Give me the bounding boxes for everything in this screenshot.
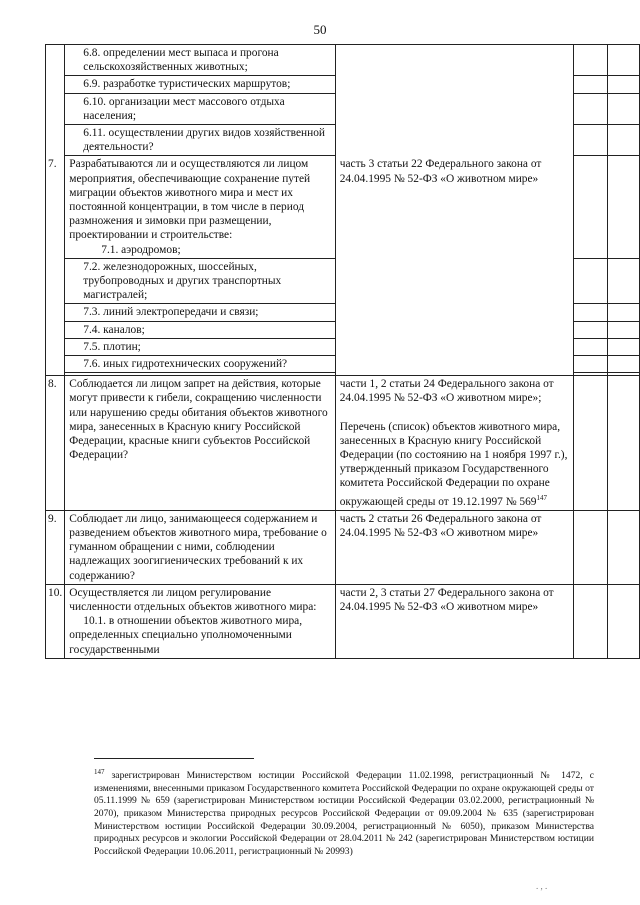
answer-cell[interactable] <box>607 304 639 321</box>
answer-cell[interactable] <box>574 376 608 510</box>
sub-item: 6.11. осуществлении других видов хозяйственной деятельности? <box>65 125 335 156</box>
corner-mark: . , . <box>536 881 548 891</box>
question-text: Осуществляется ли лицом регулирование численности отдельных объектов животного мира: 10.1. в отношении объектов животного мира, определенных специально уполномоченными государственными <box>65 584 335 658</box>
table-row <box>46 45 640 76</box>
answer-cell[interactable] <box>574 125 608 156</box>
sub-item: 10.1. в отношении объектов животного мира, определенных специально уполномоченными государственными <box>69 615 303 656</box>
sub-item: 7.3. линий электропередачи и связи; <box>65 304 335 321</box>
answer-cell[interactable] <box>574 321 608 338</box>
sub-item: 6.9. разработке туристических маршрутов; <box>65 76 335 93</box>
checklist-table <box>45 44 640 659</box>
answer-cell[interactable] <box>574 356 608 373</box>
row-number: 10. <box>46 584 65 658</box>
table-row <box>46 156 640 258</box>
sub-item: 7.5. плотин; <box>65 338 335 355</box>
table-row <box>46 376 640 510</box>
sub-item: 7.6. иных гидротехнических сооружений? <box>65 356 335 373</box>
answer-cell[interactable] <box>574 338 608 355</box>
footnote-text: зарегистрирован Министерством юстиции Российской Федерации 11.02.1998, регистрационный № 1472, с изменениями, внесенными приказом Государственного комитета Российской Федерации по охране окружающей среды от 05.11.1999 № 659 (зарегистрирован Министерством юстиции Российской Федерации 03.02.2000, регистрационный № 2070), приказом Министерства природных ресурсов Российской Федерации от 09.09.2004 № 635 (зарегистрирован Министерством юстиции Российской Федерации 30.09.2004, регистрационный № 6050), приказом Министерства природных ресурсов и экологии Российской Федерации от 28.04.2011 № 242 (зарегистрирован Министерством юстиции Российской Федерации 10.06.2011, регистрационный № 20993) <box>94 770 594 857</box>
legal-reference: часть 3 статьи 22 Федерального закона от 24.04.1995 № 52-ФЗ «О животном мире» <box>335 156 573 376</box>
legal-reference: часть 2 статьи 26 Федерального закона от 24.04.1995 № 52-ФЗ «О животном мире» <box>335 510 573 584</box>
row-number: 8. <box>46 376 65 510</box>
answer-cell[interactable] <box>574 76 608 93</box>
question-text: Разрабатываются ли и осуществляются ли лицом мероприятия, обеспечивающие сохранение путей миграции объектов животного мира и мест их постоянной концентрации, в том числе в период размножения и зимовки при размещении, проектировании и строительстве: 7.1. аэродромов; <box>65 156 335 258</box>
footnote-marker: 147 <box>94 768 105 776</box>
footnote-marker: 147 <box>536 493 547 502</box>
question-text: Соблюдается ли лицом запрет на действия, которые могут привести к гибели, сокращению численности или нарушению среды обитания объектов животного мира, занесенных в Красную книгу Российской Федерации, красные книги субъектов Российской Федерации? <box>65 376 335 510</box>
question-text: Соблюдает ли лицо, занимающееся содержанием и разведением объектов животного мира, требование о гуманном обращении с ними, соблюдении надлежащих зоогигиенических требований к их содержанию? <box>65 510 335 584</box>
footnote <box>94 766 594 858</box>
legal-reference <box>335 45 573 156</box>
answer-cell[interactable] <box>607 45 639 76</box>
answer-cell[interactable] <box>607 584 639 658</box>
row-number <box>46 45 65 156</box>
answer-cell[interactable] <box>574 93 608 124</box>
answer-cell[interactable] <box>574 45 608 76</box>
row-number: 9. <box>46 510 65 584</box>
sub-item: 7.4. каналов; <box>65 321 335 338</box>
answer-cell[interactable] <box>607 356 639 373</box>
answer-cell[interactable] <box>574 304 608 321</box>
legal-reference-text: Перечень (список) объектов животного мира, занесенных в Красную книгу Российской Федерации (по состоянию на 1 ноября 1997 г.), утвержденный приказом Государственного комитета Российской Федерации по охране окружающей среды от 19.12.1997 № $569^{147}$ <box>339 420 568 508</box>
answer-cell[interactable] <box>607 376 639 510</box>
sub-item: 6.8. определении мест выпаса и прогона сельскохозяйственных животных; <box>65 45 335 76</box>
answer-cell[interactable] <box>607 93 639 124</box>
row-number: 7. <box>46 156 65 376</box>
table-row <box>46 510 640 584</box>
answer-cell[interactable] <box>574 510 608 584</box>
answer-cell[interactable] <box>607 125 639 156</box>
answer-cell[interactable] <box>607 156 639 258</box>
sub-item: 7.1. аэродромов; <box>101 243 181 256</box>
legal-reference-text: части 1, 2 статьи 24 Федерального закона от 24.04.1995 № 52-ФЗ «О животном мире»; <box>339 378 554 405</box>
legal-reference: части 2, 3 статьи 27 Федерального закона от 24.04.1995 № 52-ФЗ «О животном мире» <box>335 584 573 658</box>
legal-reference <box>335 376 573 510</box>
sub-item: 7.2. железнодорожных, шоссейных, трубопроводных и других транспортных магистралей; <box>65 258 335 304</box>
answer-cell[interactable] <box>607 338 639 355</box>
answer-cell[interactable] <box>574 156 608 258</box>
sub-item: 6.10. организации мест массового отдыха населения; <box>65 93 335 124</box>
answer-cell[interactable] <box>574 258 608 304</box>
page-number: 50 <box>313 22 327 37</box>
answer-cell[interactable] <box>607 321 639 338</box>
footnote-separator <box>94 758 254 759</box>
table-row <box>46 584 640 658</box>
answer-cell[interactable] <box>607 76 639 93</box>
answer-cell[interactable] <box>607 258 639 304</box>
answer-cell[interactable] <box>574 584 608 658</box>
answer-cell[interactable] <box>607 510 639 584</box>
